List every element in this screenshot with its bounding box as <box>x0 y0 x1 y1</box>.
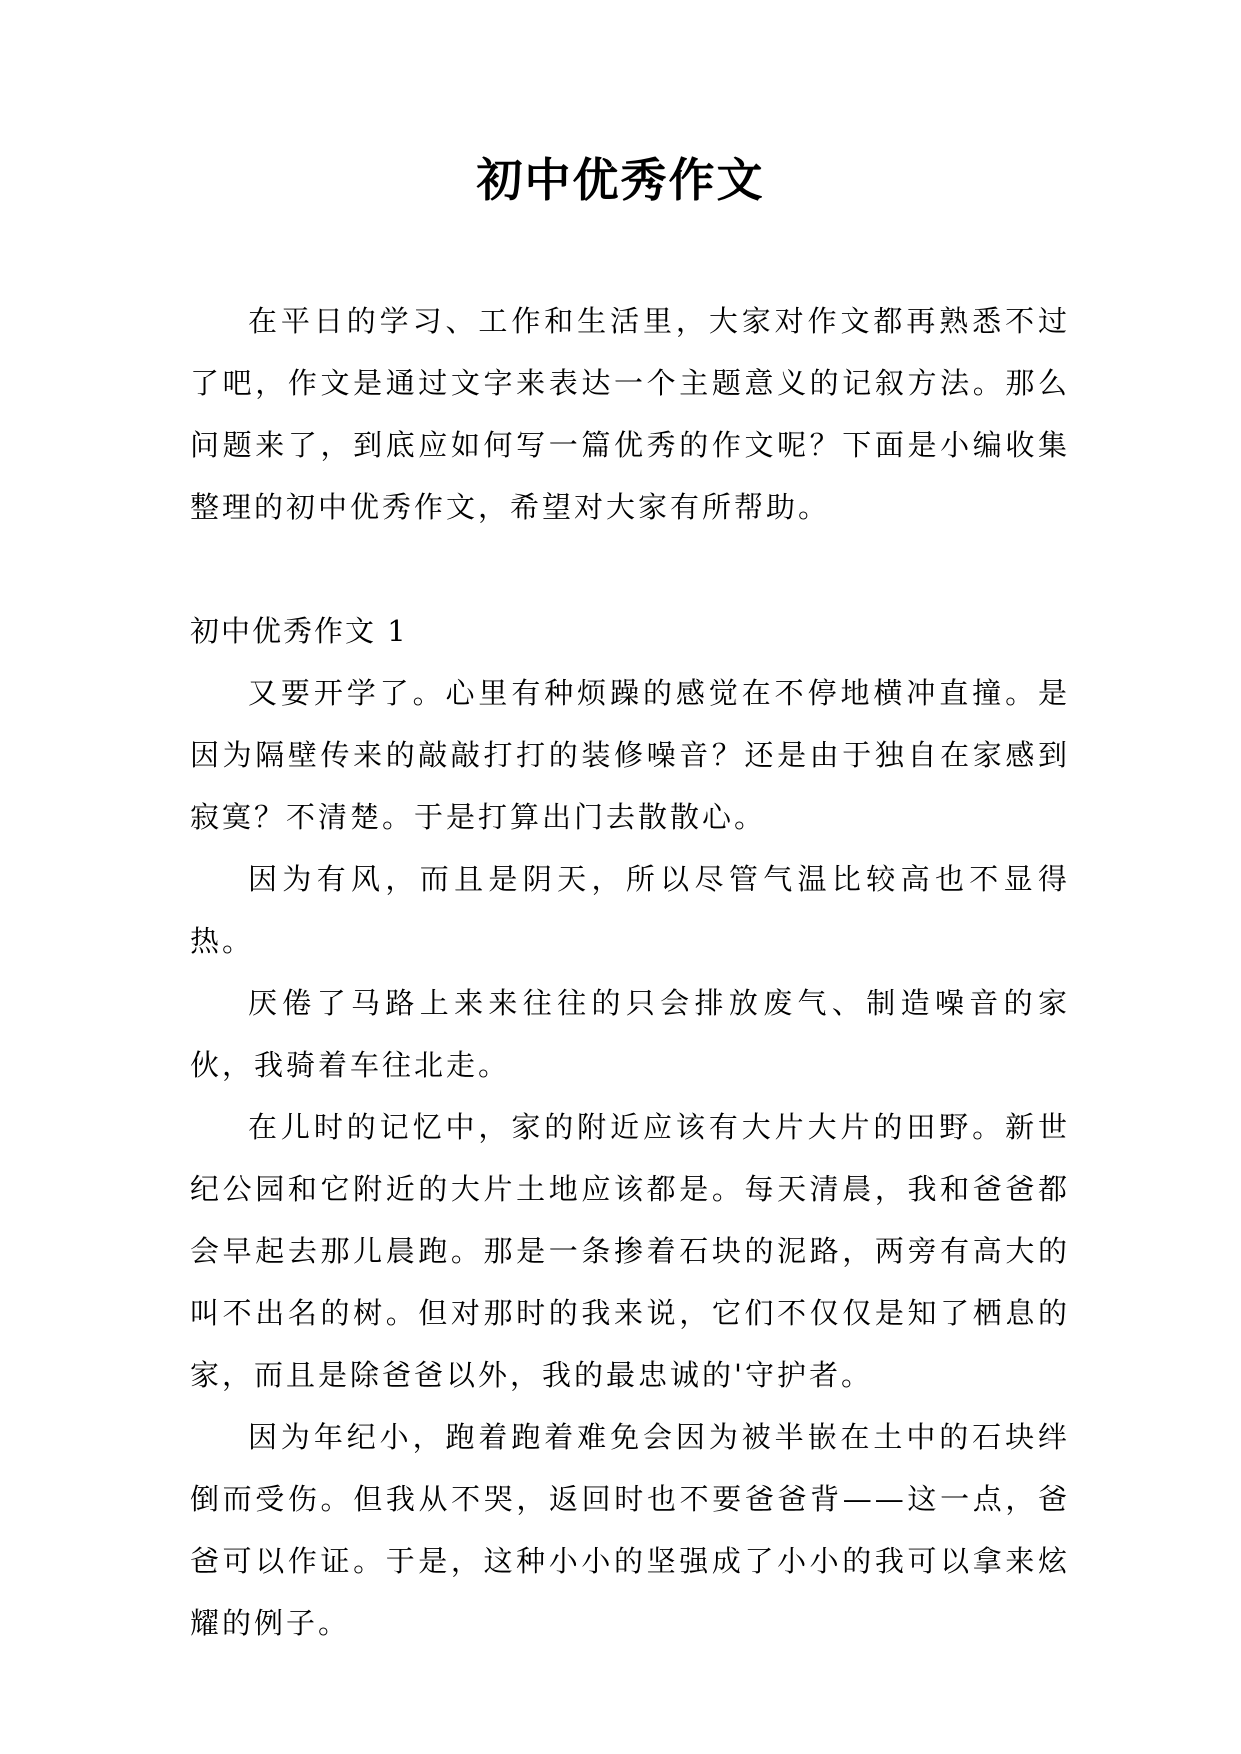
section-heading: 初中优秀作文 1 <box>190 614 408 648</box>
intro-paragraph: 在平日的学习、工作和生活里，大家对作文都再熟悉不过了吧，作文是通过文字来表达一个主题意义的记叙方法。那么问题来了，到底应如何写一篇优秀的作文呢？下面是小编收集整理的初中优秀作文，希望对大家有所帮助。 <box>190 304 1070 524</box>
body-paragraph: 因为有风，而且是阴天，所以尽管气温比较高也不显得热。 <box>190 862 1070 958</box>
body-paragraph: 因为年纪小，跑着跑着难免会因为被半嵌在土中的石块绊倒而受伤。但我从不哭，返回时也不要爸爸背——这一点，爸爸可以作证。于是，这种小小的坚强成了小小的我可以拿来炫耀的例子。 <box>190 1420 1070 1640</box>
document-body <box>190 290 1070 1654</box>
document-title: 初中优秀作文 <box>476 153 765 207</box>
body-paragraph: 在儿时的记忆中，家的附近应该有大片大片的田野。新世纪公园和它附近的大片土地应该都是。每天清晨，我和爸爸都会早起去那儿晨跑。那是一条掺着石块的泥路，两旁有高大的叫不出名的树。但对那时的我来说，它们不仅仅是知了栖息的家，而且是除爸爸以外，我的最忠诚的'守护者。 <box>190 1110 1070 1392</box>
body-paragraph: 又要开学了。心里有种烦躁的感觉在不停地横冲直撞。是因为隔壁传来的敲敲打打的装修噪音？还是由于独自在家感到寂寞？不清楚。于是打算出门去散散心。 <box>190 676 1070 834</box>
body-paragraph: 厌倦了马路上来来往往的只会排放废气、制造噪音的家伙，我骑着车往北走。 <box>190 986 1070 1082</box>
